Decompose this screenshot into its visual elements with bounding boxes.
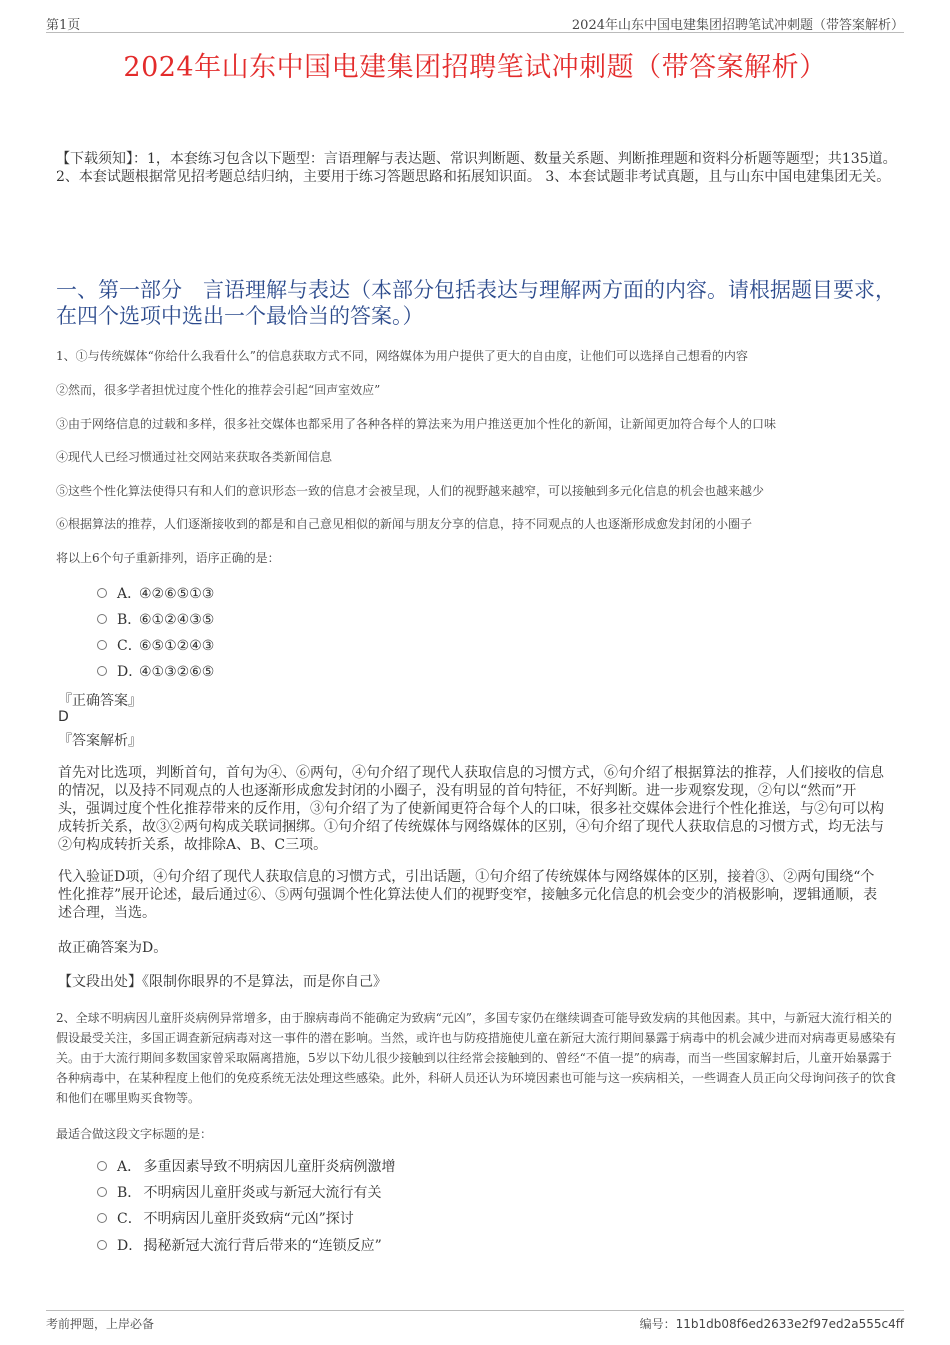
answer-value: D bbox=[58, 709, 69, 725]
analysis-paragraph-1: 首先对比选项，判断首句，首句为④、⑥两句，④句介绍了现代人获取信息的习惯方式，⑥句介绍了根据算法的推荐，人们接收的信息的情况，以及持不同观点的人也逐渐形成愈发封闭的小圈子，没有明显的首句特征，不好判断。进一步观察发现，②句以“然而”开头，强调过度个性化推荐带来的反作用，③句介绍了为了使新闻更符合每个人的口味，很多社交媒体会进行个性化推送，与②句可以构成转折关系，故③②两句构成关联词捆绑。①句介绍了传统媒体与网络媒体的区别，④句介绍了现代人获取信息的习惯方式，均无法与②句构成转折关系，故排除A、B、C三项。 bbox=[58, 765, 884, 853]
radio-icon[interactable] bbox=[97, 588, 107, 598]
q2-option-d[interactable]: D． 揭秘新冠大流行背后带来的“连锁反应” bbox=[97, 1236, 382, 1256]
download-notice: 【下载须知】：1，本套练习包含以下题型：言语理解与表达题、常识判断题、数量关系题、判断推理题和资料分析题等题型；共135道。 2、本套试题根据常见招考题总结归纳，主要用于练习答题思路和拓展知识面。 3、本套试题非考试真题，且与山东中国电建集团无关。 bbox=[56, 151, 897, 185]
q2-text: 2、全球不明病因儿童肝炎病例异常增多，由于腺病毒尚不能确定为致病“元凶”，多国专家仍在继续调查可能导致发病的其他因素。其中，与新冠大流行相关的假设最受关注，多国正调查新冠病毒对这一事件的潜在影响。当然，或许也与防疫措施使儿童在新冠大流行期间暴露于病毒中的机会减少进而对病毒更易感染有关。由于大流行期间多数国家曾采取隔离措施，5岁以下幼儿很少接触到以往经常会接触到的、曾经“不值一提”的病毒，而当一些国家解封后，儿童开始暴露于各种病毒中，在某种程度上他们的免疫系统无法处理这些感染。此外，科研人员还认为环境因素也可能与这一疾病相关，一些调查人员正向父母询问孩子的饮食和他们在哪里购买食物等。 bbox=[56, 1011, 897, 1105]
page-header bbox=[46, 14, 904, 33]
q2-option-a[interactable]: A． 多重因素导致不明病因儿童肝炎病例激增 bbox=[97, 1157, 395, 1177]
source-note: 【文段出处】《限制你眼界的不是算法，而是你自己》 bbox=[58, 974, 387, 990]
footer-serial: 编号：11b1db08f6ed2633e2f97ed2a555c4ff bbox=[639, 1317, 904, 1331]
q1-sentence-2: ②然而，很多学者担忧过度个性化的推荐会引起“回声室效应” bbox=[56, 383, 381, 397]
q2-option-c[interactable]: C． 不明病因儿童肝炎致病“元凶”探讨 bbox=[97, 1209, 354, 1229]
q1-sentence-3: ③由于网络信息的过载和多样，很多社交媒体也都采用了各种各样的算法来为用户推送更加个性化的新闻，让新闻更加符合每个人的口味 bbox=[56, 417, 777, 431]
radio-icon[interactable] bbox=[97, 1213, 107, 1223]
page-number: 第1页 bbox=[46, 18, 81, 33]
q2-prompt: 最适合做这段文字标题的是： bbox=[56, 1127, 213, 1141]
radio-icon[interactable] bbox=[97, 666, 107, 676]
page-title: 2024年山东中国电建集团招聘笔试冲刺题（带答案解析） bbox=[123, 52, 827, 83]
q1-sentence-5: ⑤这些个性化算法使得只有和人们的意识形态一致的信息才会被呈现，人们的视野越来越窄，可以接触到多元化信息的机会也越来越少 bbox=[56, 484, 765, 498]
radio-icon[interactable] bbox=[97, 1240, 107, 1250]
q2-option-b[interactable]: B． 不明病因儿童肝炎或与新冠大流行有关 bbox=[97, 1183, 381, 1203]
footer-slogan: 考前押题，上岸必备 bbox=[46, 1317, 155, 1331]
radio-icon[interactable] bbox=[97, 1187, 107, 1197]
page-footer bbox=[46, 1310, 904, 1337]
section-heading: 一、第一部分 言语理解与表达（本部分包括表达与理解两方面的内容。请根据题目要求，在四个选项中选出一个最恰当的答案。） bbox=[56, 278, 896, 328]
answer-label: 『正确答案』 bbox=[58, 693, 142, 709]
q1-option-d[interactable]: D．④①③②⑥⑤ bbox=[97, 662, 214, 682]
q1-prompt: 将以上6个句子重新排列，语序正确的是： bbox=[56, 551, 280, 565]
header-doc-title: 2024年山东中国电建集团招聘笔试冲刺题（带答案解析） bbox=[571, 18, 904, 33]
q1-sentence-6: ⑥根据算法的推荐，人们逐渐接收到的都是和自己意见相似的新闻与朋友分享的信息，持不同观点的人也逐渐形成愈发封闭的小圈子 bbox=[56, 517, 753, 531]
analysis-label: 『答案解析』 bbox=[58, 733, 142, 749]
q1-option-b[interactable]: B．⑥①②④③⑤ bbox=[97, 610, 214, 630]
radio-icon[interactable] bbox=[97, 1161, 107, 1171]
analysis-paragraph-2: 代入验证D项，④句介绍了现代人获取信息的习惯方式，引出话题，①句介绍了传统媒体与网络媒体的区别，接着③、②两句围绕“个性化推荐”展开论述，最后通过⑥、⑤两句强调个性化算法使人们的视野变窄，接触多元化信息的机会变少的消极影响，逻辑通顺，表述合理，当选。 bbox=[58, 869, 878, 921]
q1-option-a[interactable]: A．④②⑥⑤①③ bbox=[97, 584, 214, 604]
q1-sentence-1: 1、①与传统媒体“你给什么我看什么”的信息获取方式不同，网络媒体为用户提供了更大的自由度，让他们可以选择自己想看的内容 bbox=[56, 349, 748, 363]
radio-icon[interactable] bbox=[97, 614, 107, 624]
q1-option-c[interactable]: C．⑥⑤①②④③ bbox=[97, 636, 214, 656]
q1-sentence-4: ④现代人已经习惯通过社交网站来获取各类新闻信息 bbox=[56, 450, 333, 464]
radio-icon[interactable] bbox=[97, 640, 107, 650]
analysis-paragraph-3: 故正确答案为D。 bbox=[58, 940, 168, 956]
